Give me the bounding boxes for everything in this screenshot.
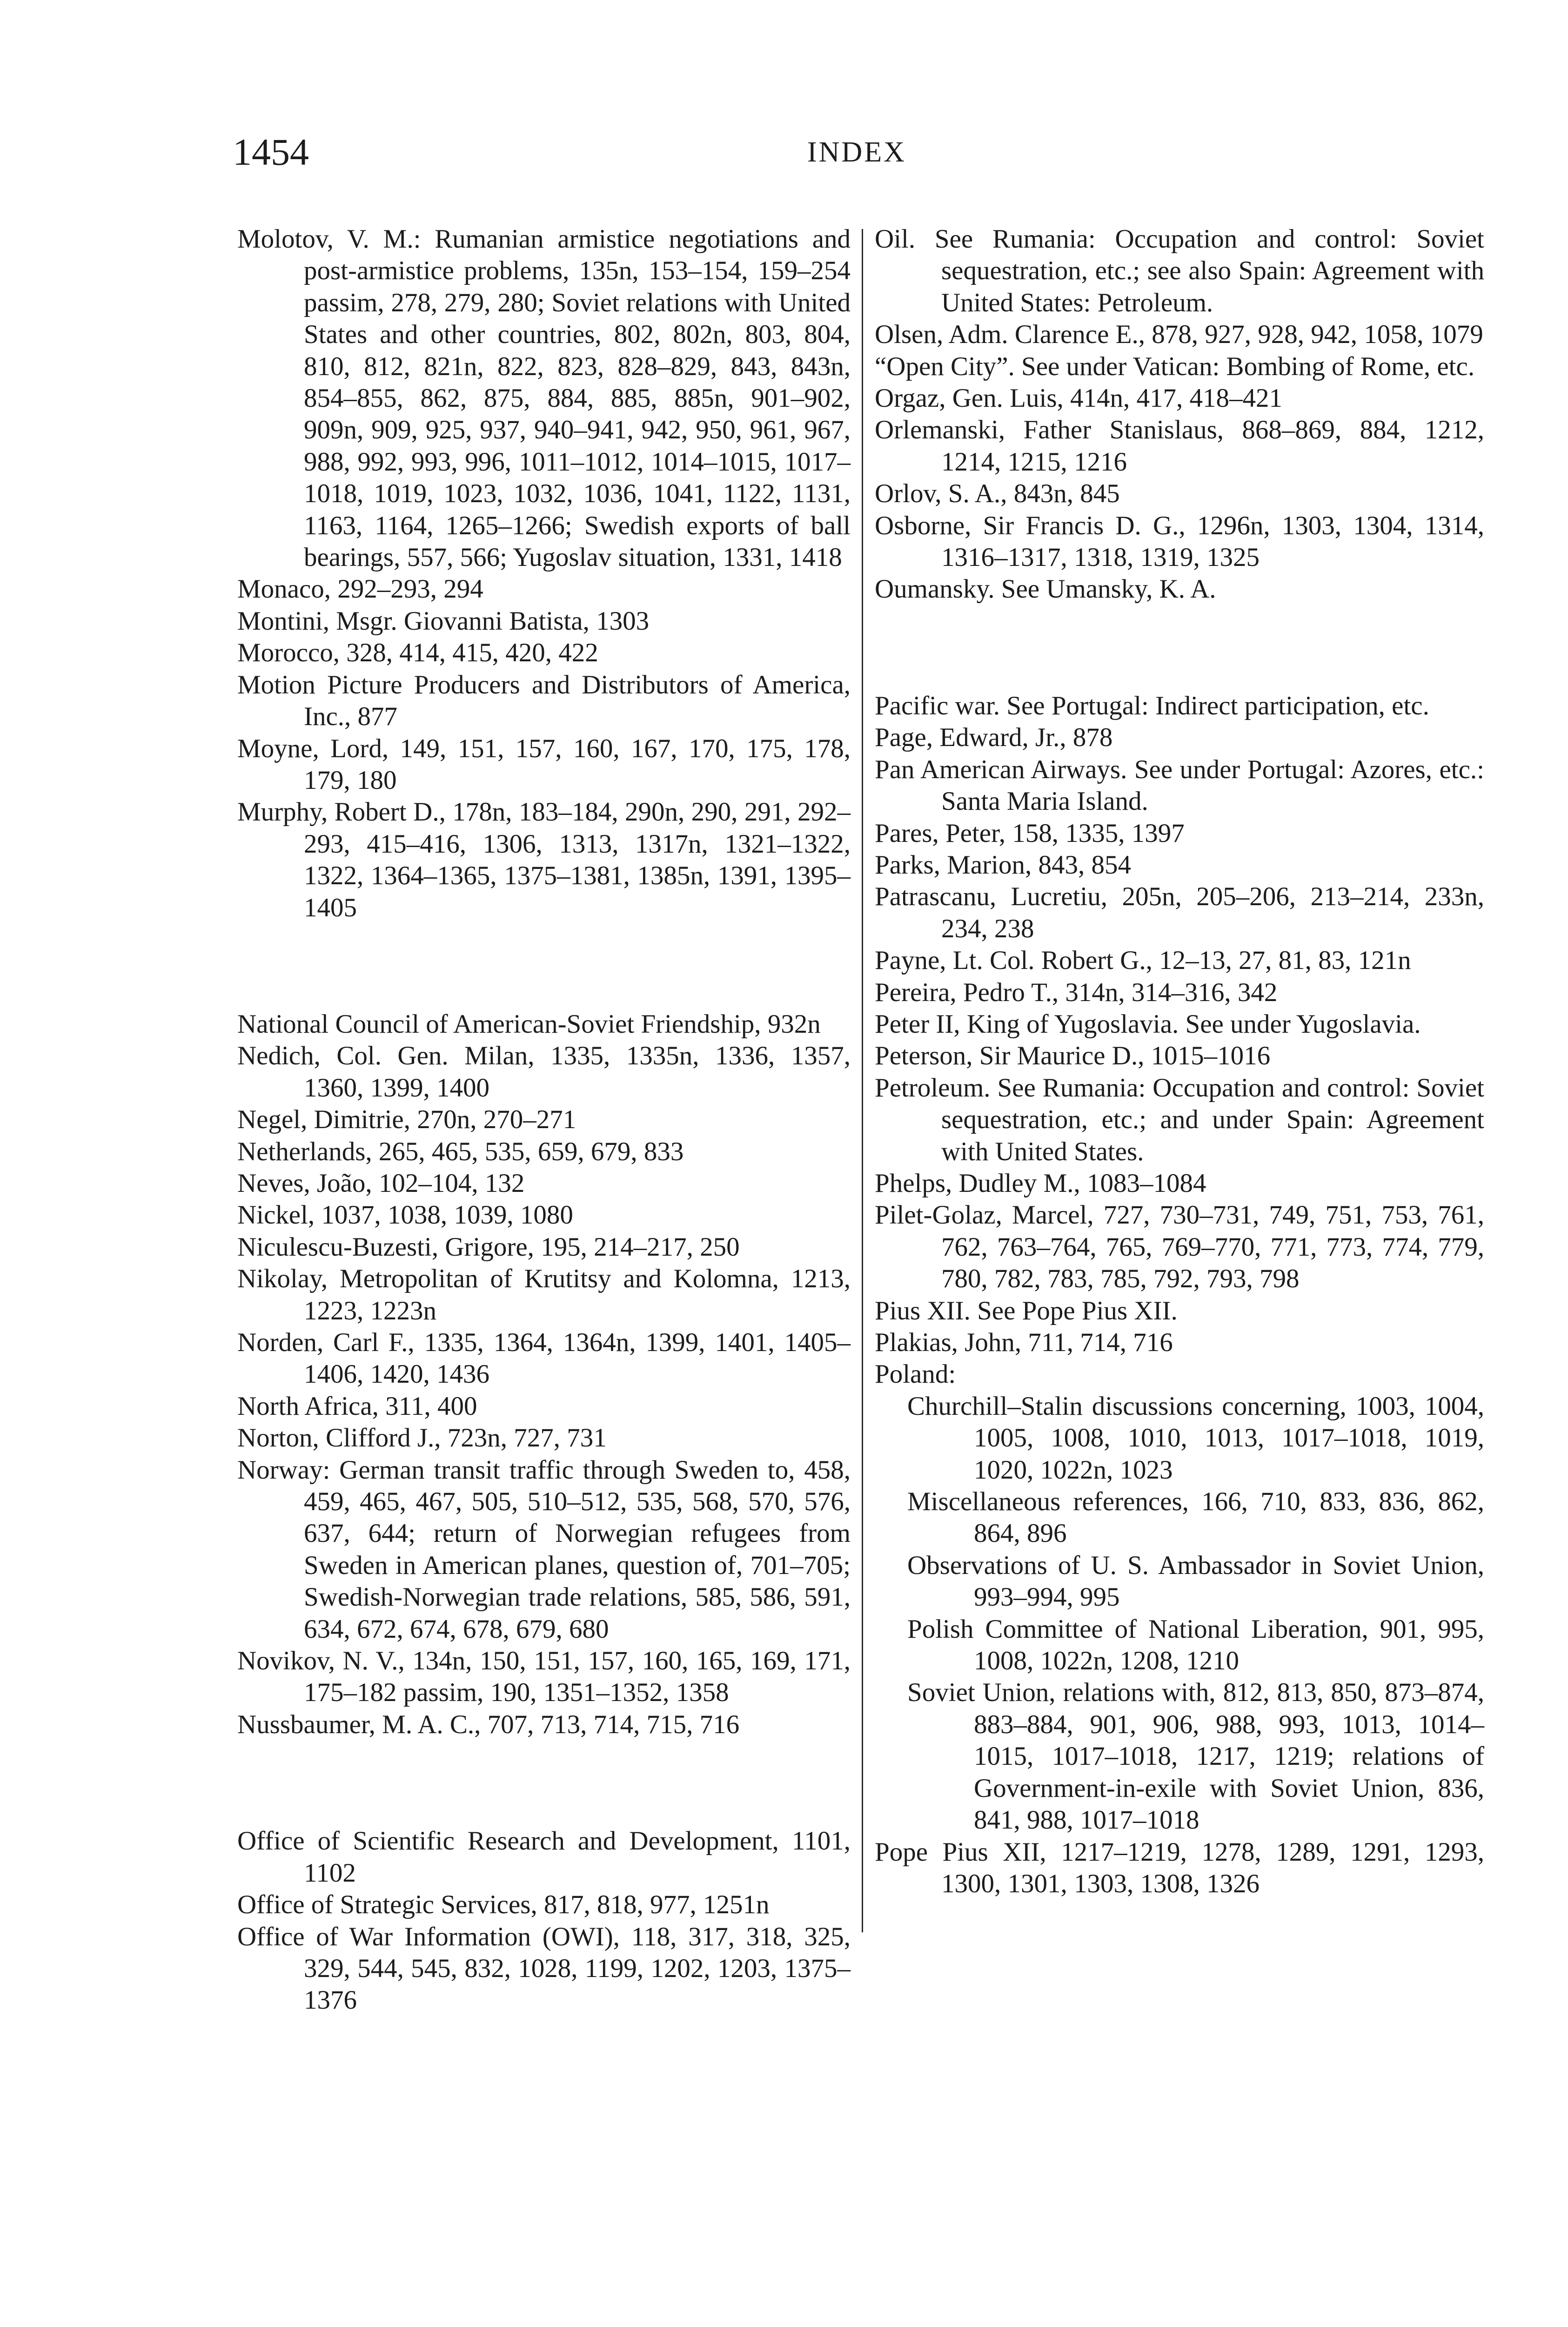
index-entry: Osborne, Sir Francis D. G., 1296n, 1303, 1304, 1314, 1316–1317, 1318, 1319, 1325 — [875, 511, 1484, 572]
index-entry: Orlov, S. A., 843n, 845 — [875, 479, 1120, 509]
index-entry: Pan American Airways. See under Portugal: Azores, etc.: Santa Maria Island. — [875, 754, 1484, 816]
section-gap — [237, 1767, 851, 1799]
index-entry: Novikov, N. V., 134n, 150, 151, 157, 160, 165, 169, 171, 175–182 passim, 190, 1351–1352, 1358 — [237, 1646, 851, 1708]
index-entry: Nickel, 1037, 1038, 1039, 1080 — [237, 1200, 573, 1230]
index-entry: Olsen, Adm. Clarence E., 878, 927, 928, 942, 1058, 1079 — [875, 320, 1483, 350]
index-entry: Office of Scientific Research and Development, 1101, 1102 — [237, 1826, 851, 1888]
section-gap — [875, 632, 1484, 664]
index-entry: Pacific war. See Portugal: Indirect participation, etc. — [875, 691, 1429, 720]
index-entry: Pilet-Golaz, Marcel, 727, 730–731, 749, 751, 753, 761, 762, 763–764, 765, 769–770, 771, 773, 774, 779, 780, 782, 783, 785, 792, 793, 798 — [875, 1200, 1484, 1294]
index-entry: Molotov, V. M.: Rumanian armistice negotiations and post-armistice problems, 135n, 153–154, 159–254 passim, 278, 279, 280; Soviet relations with United States and other countries, 802, 802n, 803, 804, 810, 812, 821n, 822, 823, 828–829, 843, 843n, 854–855, 862, 875, 884, 885, 885n, 901–902, 909n, 909, 925, 937, 940–941, 942, 950, 961, 967, 988, 992, 993, 996, 1011–1012, 1014–1015, 1017–1018, 1019, 1023, 1032, 1036, 1041, 1122, 1131, 1163, 1164, 1265–1266; Swedish exports of ball bearings, 557, 566; Yugoslav situation, 1331, 1418 — [237, 224, 851, 572]
index-entry: Pereira, Pedro T., 314n, 314–316, 342 — [875, 977, 1278, 1007]
index-subentry: Polish Committee of National Liberation, 901, 995, 1008, 1022n, 1208, 1210 — [907, 1614, 1484, 1676]
index-entry: “Open City”. See under Vatican: Bombing of Rome, etc. — [875, 351, 1475, 381]
index-entry: Negel, Dimitrie, 270n, 270–271 — [237, 1105, 576, 1135]
index-entry: Norton, Clifford J., 723n, 727, 731 — [237, 1423, 607, 1453]
index-entry: Pius XII. See Pope Pius XII. — [875, 1296, 1178, 1325]
index-entry: Morocco, 328, 414, 415, 420, 422 — [237, 638, 598, 668]
index-entry: Neves, João, 102–104, 132 — [237, 1168, 525, 1198]
index-entry: Norden, Carl F., 1335, 1364, 1364n, 1399, 1401, 1405–1406, 1420, 1436 — [237, 1328, 851, 1389]
index-entry: Norway: German transit traffic through Sweden to, 458, 459, 465, 467, 505, 510–512, 535, 568, 570, 576, 637, 644; return of Norwegian refugees from Sweden in American planes, question of, 701–705; Swedish-Norwegian trade relations, 585, 586, 591, 634, 672, 674, 678, 679, 680 — [237, 1455, 851, 1644]
index-column-left — [237, 223, 851, 2017]
index-entry: National Council of American-Soviet Friendship, 932n — [237, 1009, 821, 1039]
index-entry: Pope Pius XII, 1217–1219, 1278, 1289, 1291, 1293, 1300, 1301, 1303, 1308, 1326 — [875, 1837, 1484, 1898]
index-entry: Netherlands, 265, 465, 535, 659, 679, 833 — [237, 1137, 684, 1166]
index-entry: Patrascanu, Lucretiu, 205n, 205–206, 213–214, 233n, 234, 238 — [875, 882, 1484, 943]
index-entry: Niculescu-Buzesti, Grigore, 195, 214–217, 250 — [237, 1232, 740, 1262]
index-entry: Office of War Information (OWI), 118, 317, 318, 325, 329, 544, 545, 832, 1028, 1199, 1202, 1203, 1375–1376 — [237, 1922, 851, 2015]
index-entry: Poland: — [875, 1359, 956, 1389]
index-subentry: Observations of U. S. Ambassador in Soviet Union, 993–994, 995 — [907, 1550, 1484, 1612]
index-entry: Orgaz, Gen. Luis, 414n, 417, 418–421 — [875, 383, 1283, 413]
index-entry: Petroleum. See Rumania: Occupation and control: Soviet sequestration, etc.; and under Spain: Agreement with United States. — [875, 1073, 1484, 1166]
index-entry: Orlemanski, Father Stanislaus, 868–869, 884, 1212, 1214, 1215, 1216 — [875, 415, 1484, 477]
index-entry: Nikolay, Metropolitan of Krutitsy and Kolomna, 1213, 1223, 1223n — [237, 1264, 851, 1325]
running-head: INDEX — [807, 136, 906, 168]
index-entry: Pares, Peter, 158, 1335, 1397 — [875, 818, 1185, 848]
index-entry: Payne, Lt. Col. Robert G., 12–13, 27, 81, 83, 121n — [875, 946, 1411, 975]
index-entry: Peterson, Sir Maurice D., 1015–1016 — [875, 1041, 1271, 1071]
index-entry: Page, Edward, Jr., 878 — [875, 723, 1113, 753]
index-entry: Parks, Marion, 843, 854 — [875, 850, 1131, 880]
index-entry: Moyne, Lord, 149, 151, 157, 160, 167, 170, 175, 178, 179, 180 — [237, 733, 851, 795]
index-subentry: Churchill–Stalin discussions concerning, 1003, 1004, 1005, 1008, 1010, 1013, 1017–1018, 1019, 1020, 1022n, 1023 — [907, 1391, 1484, 1485]
index-entry: Oumansky. See Umansky, K. A. — [875, 574, 1216, 604]
index-entry: Plakias, John, 711, 714, 716 — [875, 1328, 1173, 1357]
index-entry: Murphy, Robert D., 178n, 183–184, 290n, 290, 291, 292–293, 415–416, 1306, 1313, 1317n, 1321–1322, 1322, 1364–1365, 1375–1381, 1385n, 1391, 1395–1405 — [237, 797, 851, 922]
index-subentry: Soviet Union, relations with, 812, 813, 850, 873–874, 883–884, 901, 906, 988, 993, 1013, 1014–1015, 1017–1018, 1217, 1219; relations of Government-in-exile with Soviet Union, 836, 841, 988, 1017–1018 — [907, 1678, 1484, 1835]
index-subentry: Miscellaneous references, 166, 710, 833, 836, 862, 864, 896 — [907, 1487, 1484, 1548]
index-entry: Oil. See Rumania: Occupation and control: Soviet sequestration, etc.; see also Spain: Agreement with United States: Petroleum. — [875, 224, 1484, 317]
index-entry: Nedich, Col. Gen. Milan, 1335, 1335n, 1336, 1357, 1360, 1399, 1400 — [237, 1041, 851, 1103]
column-divider — [862, 229, 863, 1932]
index-entry: North Africa, 311, 400 — [237, 1391, 477, 1421]
index-entry: Nussbaumer, M. A. C., 707, 713, 714, 715, 716 — [237, 1709, 740, 1739]
page-number: 1454 — [233, 131, 309, 173]
index-column-right — [875, 223, 1484, 1900]
index-entry: Peter II, King of Yugoslavia. See under Yugoslavia. — [875, 1009, 1421, 1039]
index-entry: Monaco, 292–293, 294 — [237, 574, 483, 604]
index-entry: Phelps, Dudley M., 1083–1084 — [875, 1168, 1206, 1198]
section-gap — [237, 950, 851, 982]
index-entry: Motion Picture Producers and Distributors of America, Inc., 877 — [237, 670, 851, 732]
index-entry: Montini, Msgr. Giovanni Batista, 1303 — [237, 606, 650, 636]
index-entry: Office of Strategic Services, 817, 818, 977, 1251n — [237, 1890, 770, 1920]
